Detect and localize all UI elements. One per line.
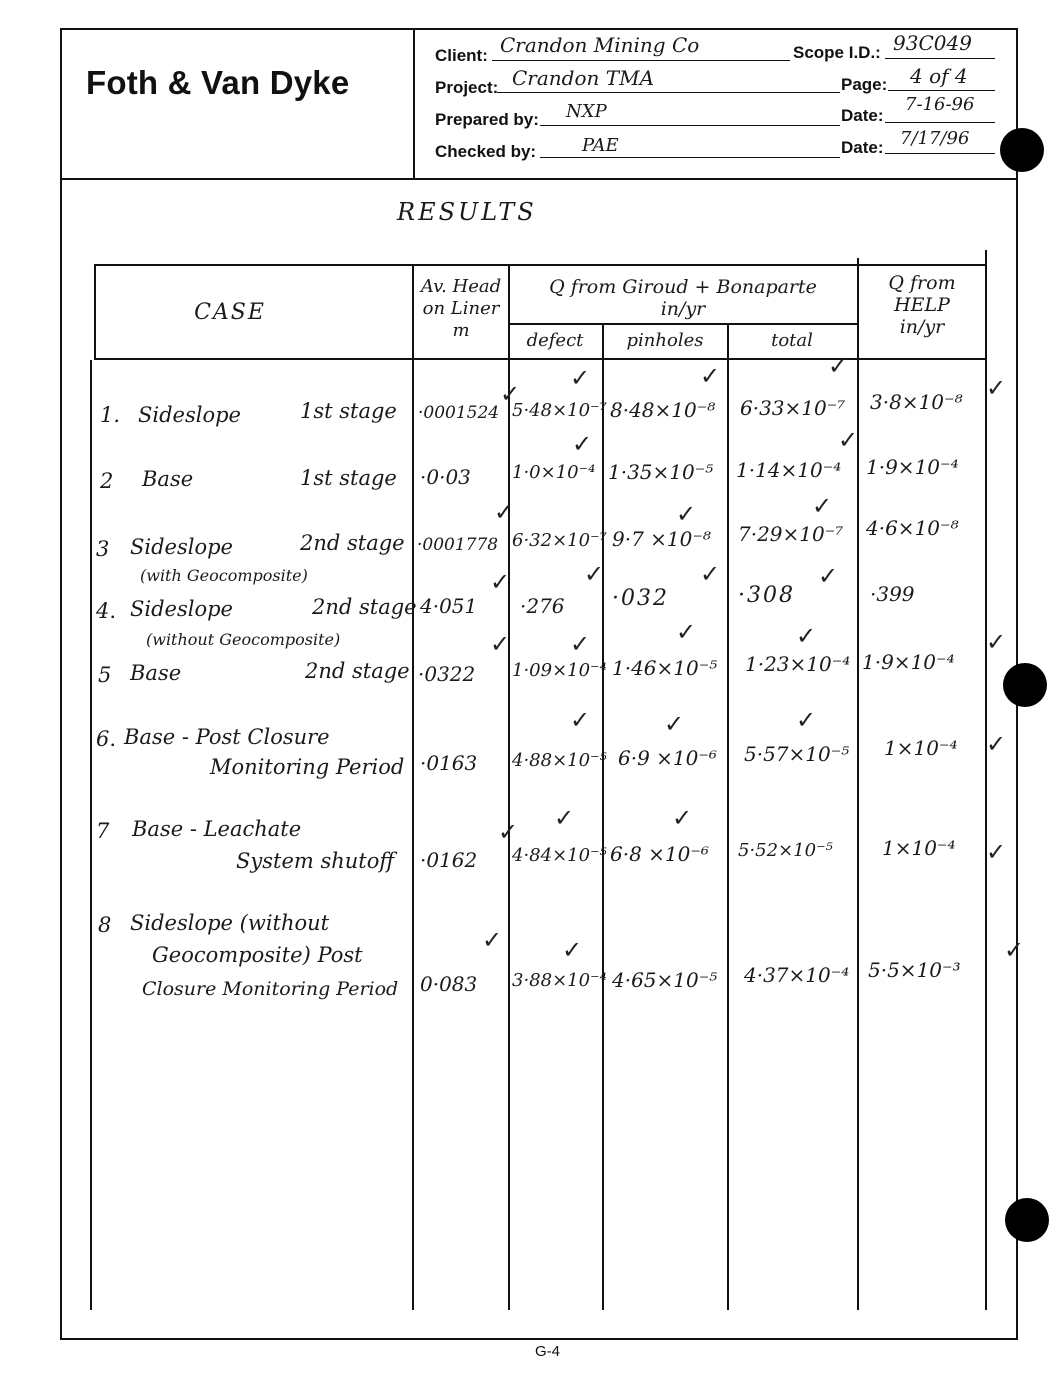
table-subheader-rule <box>508 323 858 325</box>
check-mark: ✓ <box>554 804 575 832</box>
row7-case-line2: System shutoff <box>236 849 395 873</box>
header-giroud-group <box>510 276 856 320</box>
row5-defect: 1·09×10⁻⁴ <box>512 660 607 681</box>
check-mark: ✓ <box>986 838 1007 866</box>
page-value: 4 of 4 <box>910 64 968 88</box>
project-value: Crandon TMA <box>512 66 655 90</box>
header-av-head <box>414 276 508 342</box>
row4-head: 4·051 <box>420 594 478 618</box>
row4-total: ·308 <box>738 583 795 608</box>
col-rule-head <box>412 264 414 1310</box>
row7-pinholes: 6·8 ×10⁻⁶ <box>610 842 709 866</box>
row4-case-line3: (without Geocomposite) <box>146 630 341 649</box>
row6-head: ·0163 <box>420 751 478 775</box>
check-mark: ✓ <box>572 430 593 458</box>
row5-total: 1·23×10⁻⁴ <box>745 652 851 676</box>
row3-help: 4·6×10⁻⁸ <box>866 516 959 540</box>
binder-hole-2 <box>1003 663 1047 707</box>
header-total: total <box>771 330 813 351</box>
row7-case-line1: Base - Leachate <box>132 817 302 841</box>
row2-defect: 1·0×10⁻⁴ <box>512 462 596 483</box>
company-name: Foth & Van Dyke <box>86 64 350 101</box>
check-mark: ✓ <box>664 710 685 738</box>
row4-help: ·399 <box>870 582 915 606</box>
row3-pinholes: 9·7 ×10⁻⁸ <box>612 527 711 551</box>
row8-defect: 3·88×10⁻⁴ <box>512 970 607 991</box>
row5-case-line1: Base <box>130 661 182 685</box>
row5-pinholes: 1·46×10⁻⁵ <box>612 656 718 680</box>
page-footer: G-4 <box>535 1343 561 1360</box>
row5-case-line2: 2nd stage <box>305 659 410 683</box>
table-left-rule <box>94 264 96 360</box>
page-label: Page: <box>841 75 888 94</box>
row1-total: 6·33×10⁻⁷ <box>740 396 846 420</box>
row7-total: 5·52×10⁻⁵ <box>738 840 833 861</box>
table-left-rule-lower <box>90 360 92 1310</box>
row5-head: ·0322 <box>418 662 476 686</box>
row2-num: 2 <box>100 469 114 493</box>
row7-num: 7 <box>96 819 110 843</box>
row8-case-line2: Geocomposite) Post <box>152 943 363 967</box>
date1-label: Date: <box>841 106 884 125</box>
row8-num: 8 <box>98 913 112 937</box>
client-value: Crandon Mining Co <box>500 33 700 57</box>
row3-defect: 6·32×10⁻⁷ <box>512 530 607 551</box>
row4-case-line1: Sideslope <box>130 597 233 621</box>
date1-underline <box>885 122 995 123</box>
client-label: Client: <box>435 46 488 65</box>
check-mark: ✓ <box>562 936 583 964</box>
row7-help: 1×10⁻⁴ <box>882 836 956 860</box>
check-mark: ✓ <box>494 498 515 526</box>
row2-case-line1: Base <box>142 467 194 491</box>
project-underline <box>497 92 840 93</box>
table-right-rule <box>985 250 987 1310</box>
row1-pinholes: 8·48×10⁻⁸ <box>610 398 716 422</box>
row1-defect: 5·48×10⁻⁷ <box>512 400 607 421</box>
header-av-head-line2: on Liner <box>422 298 500 319</box>
row8-head: 0·083 <box>420 972 478 996</box>
date1-value: 7-16-96 <box>905 94 975 115</box>
row7-head: ·0162 <box>420 848 478 872</box>
row1-head: ·0001524 <box>418 403 500 423</box>
table-top-rule <box>95 264 985 266</box>
date2-label: Date: <box>841 138 884 157</box>
row6-total: 5·57×10⁻⁵ <box>744 742 850 766</box>
col-rule-total <box>727 323 729 1310</box>
check-mark: ✓ <box>482 926 503 954</box>
row6-case-line2: Monitoring Period <box>210 755 405 779</box>
row6-help: 1×10⁻⁴ <box>884 736 958 760</box>
scope-value: 93C049 <box>893 31 972 55</box>
row5-help: 1·9×10⁻⁴ <box>862 650 955 674</box>
row1-num: 1. <box>100 403 121 427</box>
row3-case-line3: (with Geocomposite) <box>140 566 308 585</box>
header-vertical-divider <box>413 28 415 178</box>
date2-underline <box>885 153 995 154</box>
check-mark: ✓ <box>672 804 693 832</box>
col-rule-defect <box>508 264 510 1310</box>
row3-case-line2: 2nd stage <box>300 531 405 555</box>
row3-head: ·0001778 <box>417 535 499 555</box>
check-mark: ✓ <box>570 364 591 392</box>
row6-case-line1: Base - Post Closure <box>124 725 330 749</box>
row2-total: 1·14×10⁻⁴ <box>736 458 842 482</box>
check-mark: ✓ <box>676 618 697 646</box>
prepared-label: Prepared by: <box>435 110 539 129</box>
check-mark: ✓ <box>570 630 591 658</box>
header-defect: defect <box>526 330 584 351</box>
check-mark: ✓ <box>500 380 521 408</box>
client-underline <box>492 60 790 61</box>
row4-defect: ·276 <box>520 594 565 618</box>
check-mark: ✓ <box>584 560 605 588</box>
check-mark: ✓ <box>1004 936 1025 964</box>
check-mark: ✓ <box>700 560 721 588</box>
check-mark: ✓ <box>818 562 839 590</box>
check-mark: ✓ <box>812 492 833 520</box>
row1-case-line2: 1st stage <box>300 399 397 423</box>
check-mark: ✓ <box>676 500 697 528</box>
header-help-line2: HELP <box>894 294 950 316</box>
check-mark: ✓ <box>796 706 817 734</box>
header-help-line1: Q from <box>888 272 956 294</box>
check-mark: ✓ <box>570 706 591 734</box>
check-mark: ✓ <box>838 426 859 454</box>
row2-help: 1·9×10⁻⁴ <box>866 455 959 479</box>
check-mark: ✓ <box>498 818 519 846</box>
row1-case-line1: Sideslope <box>138 403 241 427</box>
col-rule-help <box>857 258 859 1310</box>
check-mark: ✓ <box>986 730 1007 758</box>
binder-hole-3 <box>1005 1198 1049 1242</box>
col-rule-pinholes <box>602 323 604 1310</box>
row8-case-line3: Closure Monitoring Period <box>142 978 399 1000</box>
scope-underline <box>885 58 995 59</box>
header-case: CASE <box>194 300 266 325</box>
header-pinholes: pinholes <box>626 330 704 351</box>
header-av-head-line1: Av. Head <box>420 276 502 297</box>
row1-help: 3·8×10⁻⁸ <box>870 390 963 414</box>
page-underline <box>888 90 995 91</box>
row2-pinholes: 1·35×10⁻⁵ <box>608 460 714 484</box>
row2-head: ·0·03 <box>420 465 471 489</box>
row7-defect: 4·84×10⁻⁵ <box>512 845 607 866</box>
row8-help: 5·5×10⁻³ <box>868 958 961 982</box>
row4-num: 4. <box>96 599 117 623</box>
prepared-underline <box>540 125 840 126</box>
check-mark: ✓ <box>700 362 721 390</box>
scope-label: Scope I.D.: <box>793 43 881 62</box>
check-mark: ✓ <box>986 628 1007 656</box>
row5-num: 5 <box>98 663 112 687</box>
binder-hole-1 <box>1000 128 1044 172</box>
row6-pinholes: 6·9 ×10⁻⁶ <box>618 746 717 770</box>
checked-label: Checked by: <box>435 142 537 161</box>
date2-value: 7/17/96 <box>900 128 970 149</box>
prepared-value: NXP <box>566 101 607 122</box>
check-mark: ✓ <box>828 352 849 380</box>
row8-case-line1: Sideslope (without <box>130 911 330 935</box>
row8-total: 4·37×10⁻⁴ <box>744 963 850 987</box>
check-mark: ✓ <box>796 622 817 650</box>
results-title: RESULTS <box>397 198 537 226</box>
checked-underline <box>540 157 840 158</box>
row2-case-line2: 1st stage <box>300 466 397 490</box>
check-mark: ✓ <box>986 374 1007 402</box>
header-divider <box>60 178 1018 180</box>
header-giroud-line2: in/yr <box>660 298 706 320</box>
row6-defect: 4·88×10⁻⁵ <box>512 750 607 771</box>
row4-pinholes: ·032 <box>612 586 669 611</box>
row8-pinholes: 4·65×10⁻⁵ <box>612 968 718 992</box>
table-header-rule <box>95 358 985 360</box>
page-frame <box>60 28 1018 1340</box>
checked-value: PAE <box>582 135 619 156</box>
check-mark: ✓ <box>490 568 511 596</box>
header-av-head-line3: m <box>452 320 470 341</box>
row3-case-line1: Sideslope <box>130 535 233 559</box>
header-help <box>859 272 985 338</box>
row6-num: 6. <box>96 727 117 751</box>
header-help-line3: in/yr <box>899 316 945 338</box>
header-giroud-line1: Q from Giroud + Bonaparte <box>549 276 817 298</box>
project-label: Project: <box>435 78 499 97</box>
check-mark: ✓ <box>490 630 511 658</box>
row3-num: 3 <box>96 537 110 561</box>
row4-case-line2: 2nd stage <box>312 595 417 619</box>
row3-total: 7·29×10⁻⁷ <box>738 522 844 546</box>
